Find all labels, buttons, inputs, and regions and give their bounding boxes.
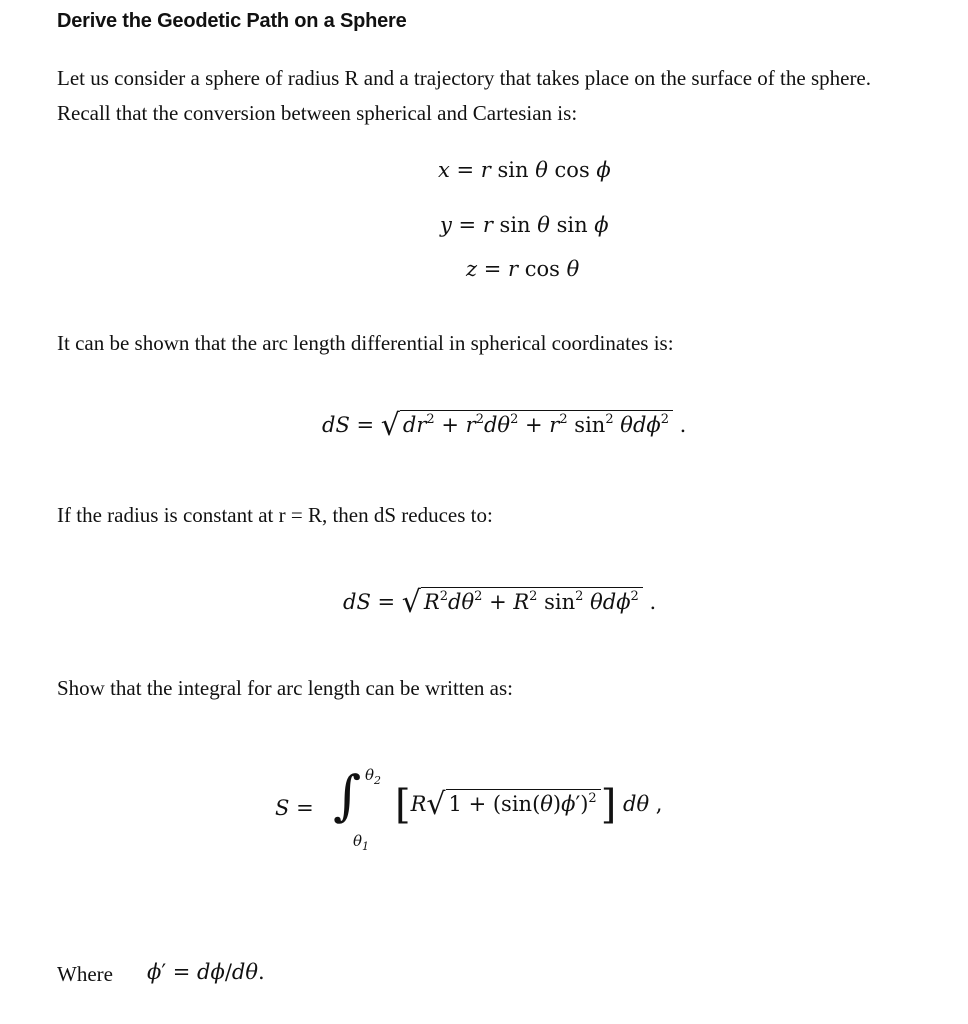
equation-x: x = r sin θ cos ϕ xyxy=(438,158,611,182)
equation-phi-prime: ϕ′ = dϕ/dθ. xyxy=(147,960,265,984)
intro-paragraph-line-1: Let us consider a sphere of radius R and a trajectory that takes place on the surface of the sphere. xyxy=(57,66,872,90)
equation-z: z = r cos θ xyxy=(466,257,580,281)
page-title: Derive the Geodetic Path on a Sphere xyxy=(57,10,407,32)
radius-constant-text: If the radius is constant at r = R, then dS reduces to: xyxy=(57,503,493,527)
equation-ds-general: dS = √ $dr^2 + r^2d\theta^2 + r^2$ $\sin^2 \theta d\phi^2$ . xyxy=(322,408,687,443)
where-label: Where xyxy=(57,962,113,986)
show-integral-text: Show that the integral for arc length can be written as: xyxy=(57,676,514,700)
equation-ds-reduced: dS = √ $R^2d\theta^2 + R^2$ $\sin^2 \theta d\phi^2$ . xyxy=(343,585,657,620)
intro-paragraph-line-2: Recall that the conversion between spherical and Cartesian is: xyxy=(57,101,578,125)
arc-length-intro: It can be shown that the arc length differential in spherical coordinates is: xyxy=(57,331,674,355)
equation-y: y = r sin θ sin ϕ xyxy=(440,213,609,237)
